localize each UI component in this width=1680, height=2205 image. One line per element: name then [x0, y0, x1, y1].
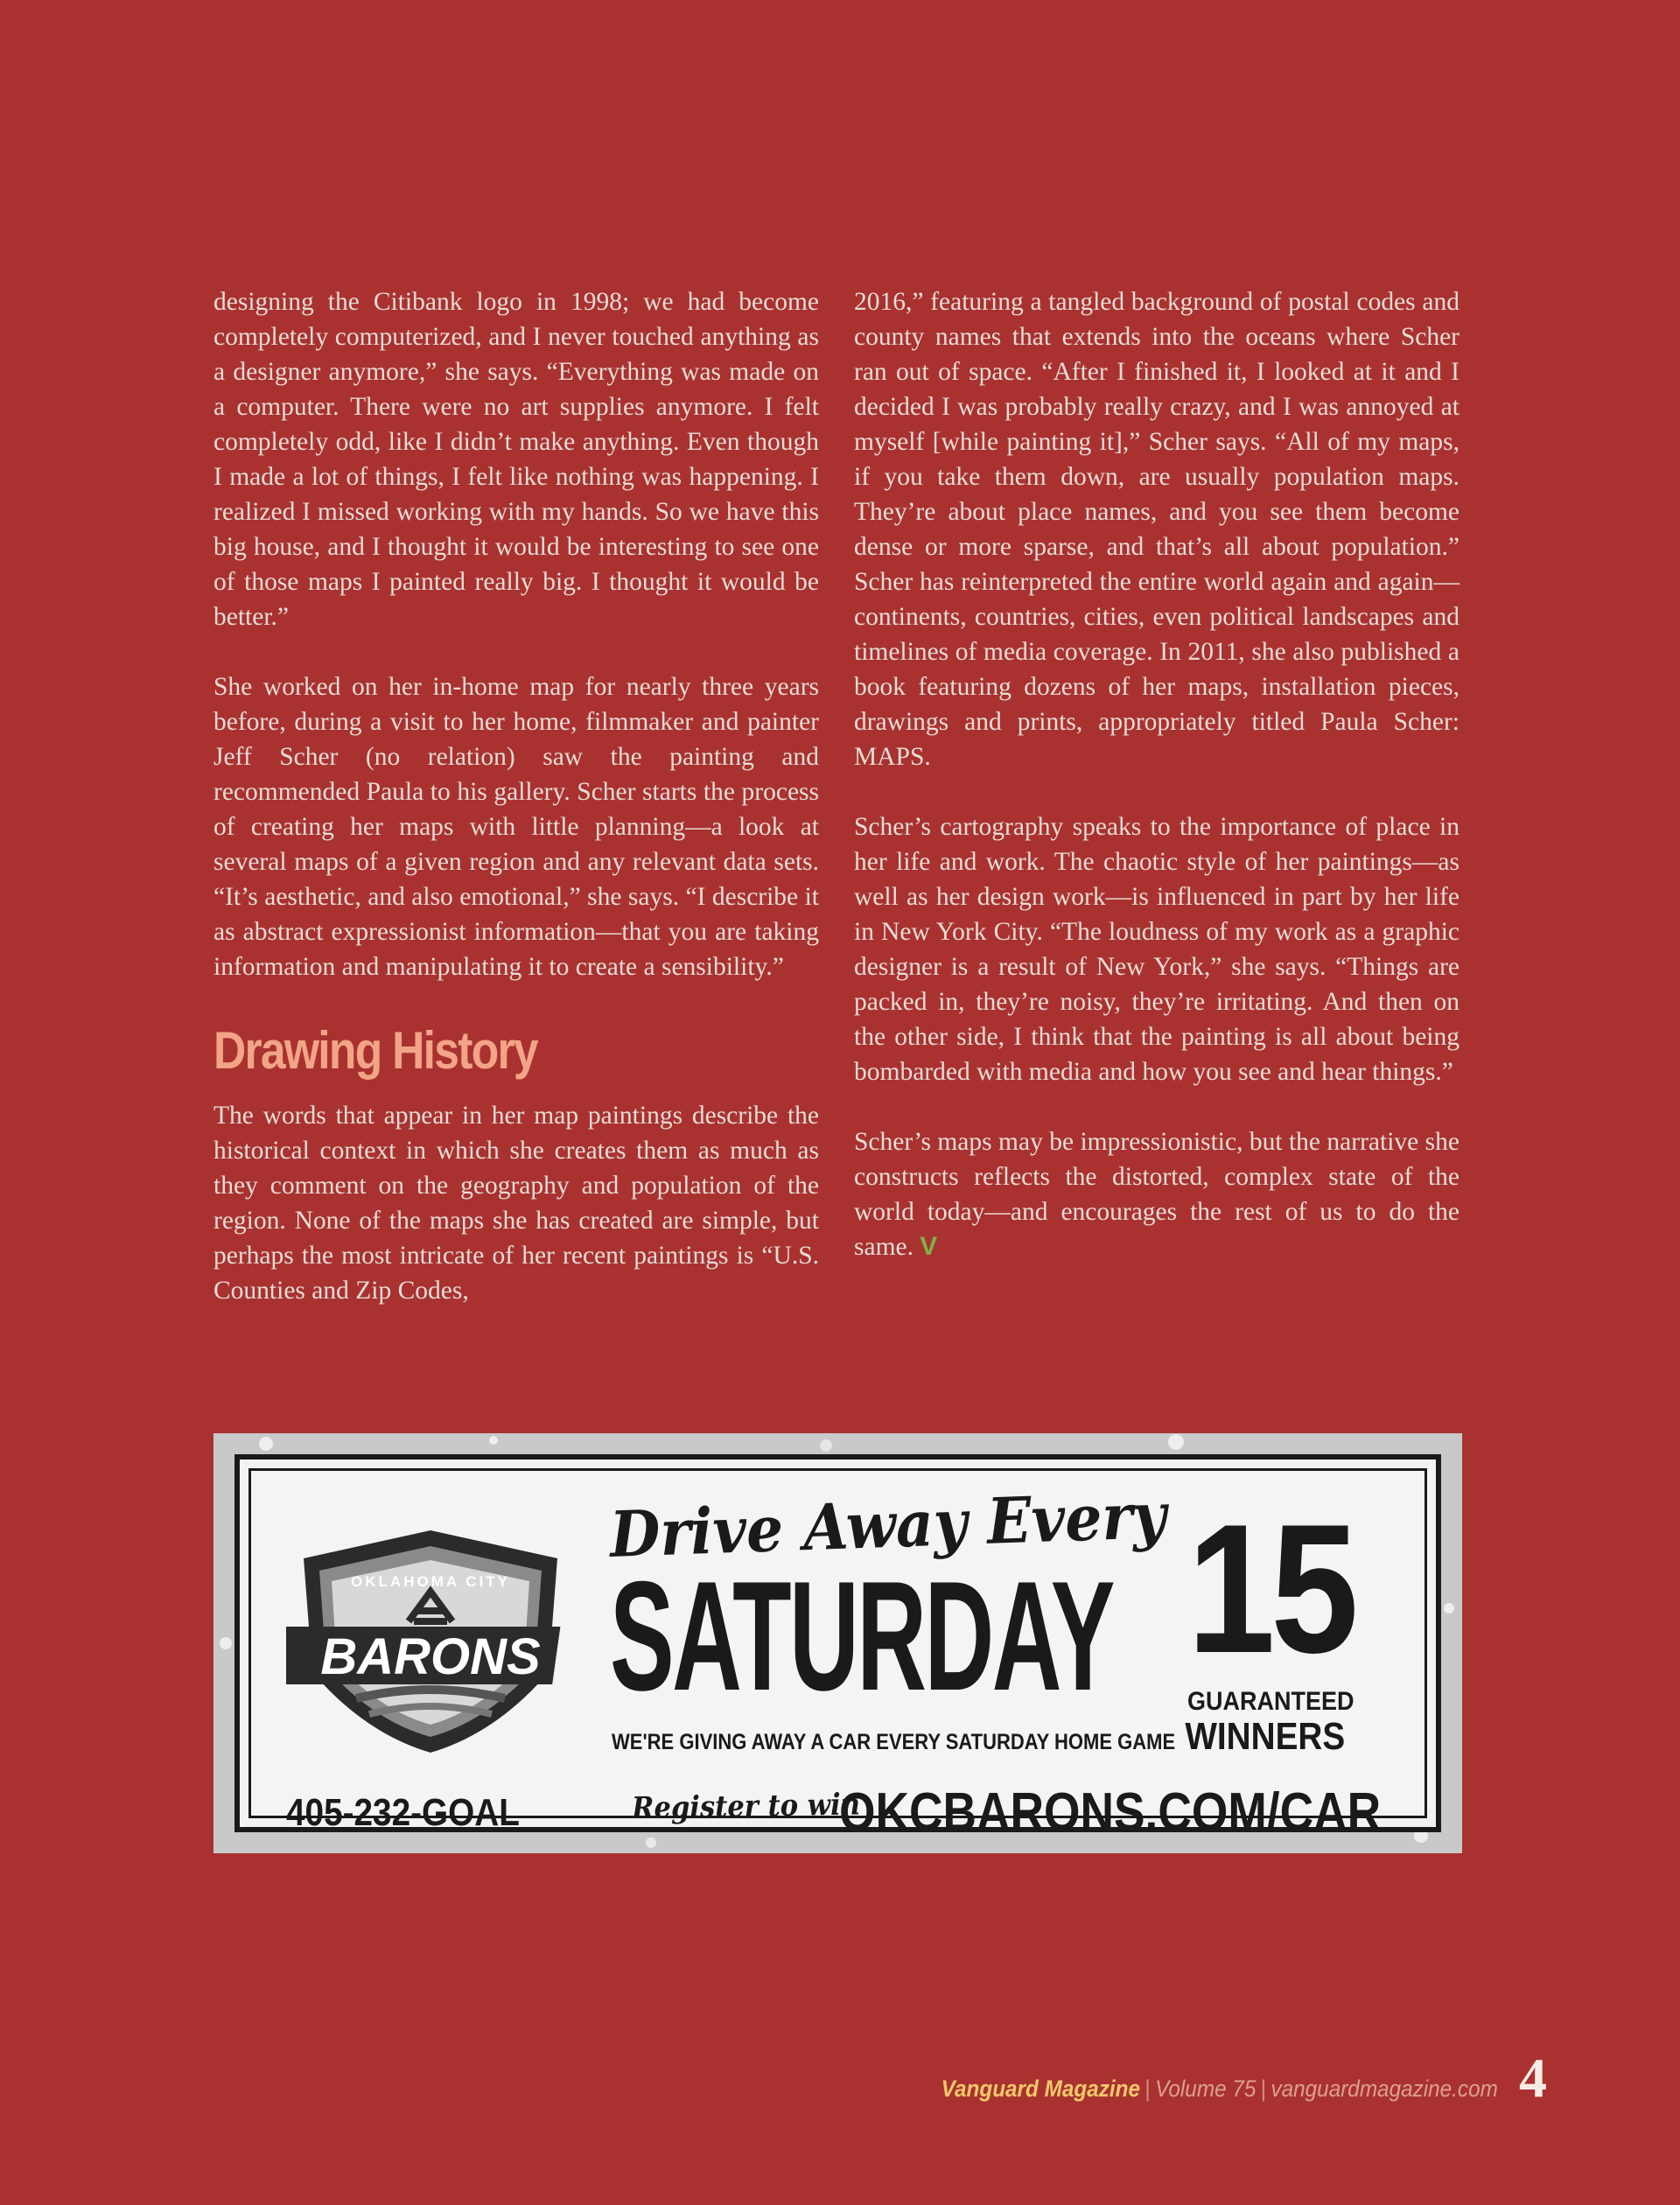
article-paragraph: She worked on her in-home map for nearly three years before, during a visit to her home, filmmaker and painter Jeff Scher (no relation) saw the painting and recommended Paula to his gallery. Scher starts the process of creating her maps with little planning—a look at several maps of a given region and any relevant data sets. “It’s aesthetic, and also emotional,” she says. “I describe it as abstract expressionist information—that you are taking information and manipulating it to create a sensibility.” — [214, 673, 819, 981]
ad-winners-label: WINNERS — [1185, 1715, 1346, 1758]
footer-separator: | — [1144, 2076, 1151, 2102]
footer-magazine-name: Vanguard Magazine — [941, 2076, 1141, 2102]
ad-tagline: WE'RE GIVING AWAY A CAR EVERY SATURDAY HOME GAME — [612, 1730, 1176, 1754]
section-heading: Drawing History — [214, 1021, 537, 1080]
ad-register-text: Register to win — [631, 1787, 861, 1826]
end-mark: V — [920, 1232, 938, 1261]
ad-frame — [234, 1454, 1441, 1843]
article-paragraph: designing the Citibank logo in 1998; we had become completely computerized, and I never touched anything as a designer anymore,” she says. “Everything was made on a computer. There were no art supplies anymore. I felt completely odd, like I didn’t make anything. Even though I made a lot of things, I felt like nothing was happening. I realized I missed working with my hands. So we have this big house, and I thought it would be interesting to see one of those maps I painted really big. I thought it would be better.” — [214, 288, 819, 631]
article-paragraph: 2016,” featuring a tangled background of postal codes and county names that extends into the oceans where Scher ran out of space. “After I finished it, I looked at it and I decided I was probably really crazy, and I was annoyed at myself [while painting it],” Scher says. “All of my maps, if you take them down, are usually population maps. They’re about place names, and you see them become dense or more sparse, and that’s all about population.” Scher has reinterpreted the entire world again and again—continents, countries, cities, even political landscapes and timelines of media coverage. In 2011, she also published a book featuring dozens of her maps, installation pieces, drawings and prints, appropriately titled Paula Scher: MAPS. — [854, 288, 1460, 771]
page-number: 4 — [1519, 2047, 1547, 2109]
ad-headline-script: Drive Away Every — [608, 1477, 1168, 1572]
page-footer — [942, 2076, 1498, 2103]
article-paragraph: The words that appear in her map paintings describe the historical context in which she creates them as much as they comment on the geography and population of the region. None of the maps she has created are simple, but perhaps the most intricate of her recent paintings is “U.S. Counties and Zip Codes, — [214, 1102, 819, 1305]
footer-website-link[interactable]: vanguardmagazine.com — [1270, 2076, 1498, 2102]
article-column-right — [854, 284, 1460, 1264]
ad-winners-count: 15 — [1187, 1486, 1354, 1691]
ad-url-link[interactable]: OKCBARONS.COM/CAR — [839, 1782, 1382, 1843]
footer-separator: | — [1260, 2076, 1267, 2102]
article-paragraph-final — [854, 1124, 1460, 1264]
logo-name: BARONS — [320, 1628, 541, 1685]
ad-inner-frame — [248, 1468, 1427, 1843]
article-column-left — [214, 284, 819, 1308]
advertisement[interactable] — [214, 1433, 1462, 1853]
ad-phone-number[interactable]: 405-232-GOAL — [286, 1791, 520, 1834]
barons-shield-logo — [286, 1523, 575, 1760]
article-paragraph-text: Scher’s maps may be impressionistic, but the narrative she constructs reflects the distorted, complex state of the world today—and encourages the rest of us to do the same. — [854, 1128, 1460, 1261]
ad-headline-main: SATURDAY — [610, 1549, 1113, 1723]
logo-city: OKLAHOMA CITY — [351, 1573, 510, 1590]
ad-guaranteed-label: GUARANTEED — [1187, 1687, 1354, 1716]
footer-volume: Volume 75 — [1155, 2076, 1256, 2102]
article-paragraph: Scher’s cartography speaks to the importance of place in her life and work. The chaotic style of her paintings—as well as her design work—is influenced in part by her life in New York City. “The loudness of my work as a graphic designer is a result of New York,” she says. “Things are packed in, they’re noisy, they’re irritating. And then on the other side, I think that the painting is all about being bombarded with media and how you see and hear things.” — [854, 813, 1460, 1086]
